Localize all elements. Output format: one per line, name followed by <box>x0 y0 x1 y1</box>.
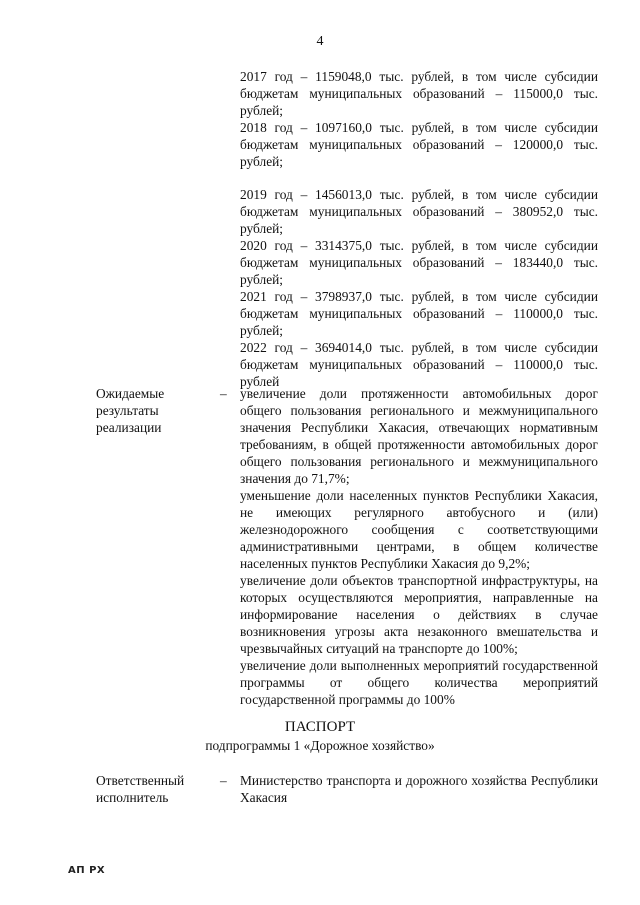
funding-line: рублей; <box>240 154 284 169</box>
funding-line: рублей <box>240 374 280 389</box>
funding-entry-2018 <box>240 119 598 170</box>
expected-results-label: Ожидаемые результаты реализации <box>96 386 165 435</box>
funding-line: бюджетам муниципальных образований – 120000,0 тыс. <box>240 137 598 152</box>
funding-by-year <box>240 68 598 390</box>
passport-subtitle: подпрограммы 1 «Дорожное хозяйство» <box>205 738 435 753</box>
passport-title: ПАСПОРТ <box>284 719 356 735</box>
funding-line: 2019 год – 1456013,0 тыс. рублей, в том числе субсидии <box>240 187 598 202</box>
page-number: 4 <box>316 34 324 49</box>
dash-separator: – <box>220 386 227 401</box>
funding-line: бюджетам муниципальных образований – 380952,0 тыс. <box>240 204 598 219</box>
responsible-executor-value: Министерство транспорта и дорожного хозяйства Республики Хакасия <box>240 773 598 805</box>
dash-separator: – <box>220 773 227 788</box>
funding-line: бюджетам муниципальных образований – 115000,0 тыс. <box>240 86 598 101</box>
result-item: увеличение доли объектов транспортной инфраструктуры, на которых осуществляются мероприятия, направленные на информирование населения о действиях в случае возникновения угрозы акта незаконного вмешательства и чрезвычайных ситуаций на транспорте до 100%; <box>240 573 598 656</box>
result-item: увеличение доли выполненных мероприятий государственной программы от общего количества мероприятий государственной программы до 100% <box>240 658 598 707</box>
funding-line: 2018 год – 1097160,0 тыс. рублей, в том числе субсидии <box>240 120 598 135</box>
funding-entry-2019 <box>240 186 598 237</box>
funding-line: 2017 год – 1159048,0 тыс. рублей, в том числе субсидии <box>240 69 598 84</box>
funding-entry-2017 <box>240 68 598 119</box>
funding-entry-2020 <box>240 237 598 288</box>
funding-line: рублей; <box>240 221 284 236</box>
funding-line: бюджетам муниципальных образований – 183440,0 тыс. <box>240 255 598 270</box>
responsible-executor-label: Ответственный исполнитель <box>96 773 185 805</box>
expected-results-content <box>240 385 598 708</box>
funding-line: рублей; <box>240 103 284 118</box>
funding-line: 2022 год – 3694014,0 тыс. рублей, в том числе субсидии <box>240 340 598 355</box>
funding-line: рублей; <box>240 272 284 287</box>
funding-line: 2020 год – 3314375,0 тыс. рублей, в том числе субсидии <box>240 238 598 253</box>
funding-line: бюджетам муниципальных образований – 110000,0 тыс. <box>240 357 598 372</box>
funding-line: рублей; <box>240 323 284 338</box>
result-item: уменьшение доли населенных пунктов Республики Хакасия, не имеющих регулярного автобусного и (или) железнодорожного сообщения с соответствующими административными центрами, в общем количестве населенных пунктов Республики Хакасия до 9,2%; <box>240 488 598 571</box>
funding-entry-2021 <box>240 288 598 339</box>
funding-line: бюджетам муниципальных образований – 110000,0 тыс. <box>240 306 598 321</box>
funding-line: 2021 год – 3798937,0 тыс. рублей, в том числе субсидии <box>240 289 598 304</box>
funding-entry-2022 <box>240 339 598 390</box>
stamp-mark: АП РХ <box>68 865 106 876</box>
result-item: увеличение доли протяженности автомобильных дорог общего пользования регионального и межмуниципального значения Республики Хакасия, отвечающих нормативным требованиям, в общей протяженности автомобильных дорог общего пользования регионального и межмуниципального значения до 71,7%; <box>240 386 598 486</box>
